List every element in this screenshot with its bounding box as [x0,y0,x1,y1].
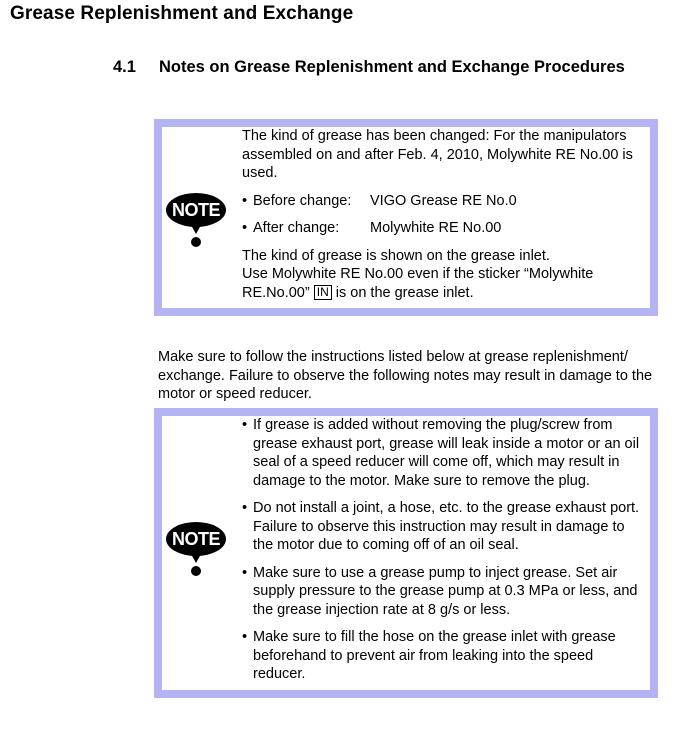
instructions-intro: Make sure to follow the instructions listed below at grease replenishment/ exchange. Failure to observe the following notes may result in damage to the motor or speed reducer. [158,349,653,402]
before-change-value: VIGO Grease RE No.0 [370,192,517,209]
before-change-row [242,192,640,211]
bullet: • [242,629,248,645]
bullet: • [242,220,248,236]
sticker-line-start: Use Molywhite RE No.00 even if the sticker “Molywhite RE.No.00” [242,266,594,301]
list-item [242,416,640,490]
note-icon-bubble [166,522,226,556]
note-icon-bubble [166,193,226,227]
note-icon-label: NOTE [171,199,220,220]
after-change-value: Molywhite RE No.00 [370,220,502,236]
chapter-title: Grease Replenishment and Exchange [10,3,354,24]
note-box-instructions [154,408,658,698]
inlet-marker-box: IN [314,285,332,300]
bullet: • [242,192,248,209]
bullet: • [242,500,248,516]
after-change-label: After change: [253,220,340,236]
note-icon-stem [191,225,201,234]
note-icon-stem [191,554,201,563]
list-item-text: Make sure to use a grease pump to inject grease. Set air supply pressure to the grease pump at 0.3 MPa or less, and the grease injection rate at 8 g/s or less. [253,564,638,618]
note-text [242,127,640,302]
list-item [242,499,640,555]
after-change-row [242,219,640,238]
note-icon [166,193,226,247]
note-icon-dot [191,566,201,576]
bullet: • [242,417,248,433]
note-box-grease-change [154,119,658,316]
list-item-text: If grease is added without removing the plug/screw from grease exhaust port, grease will leak inside a motor or an oil seal of a speed reducer will come off, which may result in damage to the motor. Make sure to remove the plug. [253,417,640,489]
sticker-line-end: is on the grease inlet. [335,284,474,301]
section-title: Notes on Grease Replenishment and Exchange Procedures [159,58,625,76]
sticker-line [242,265,640,302]
note-icon-label: NOTE [171,528,220,549]
list-item [242,564,640,620]
before-change-label: Before change: [253,192,352,209]
list-item-text: Do not install a joint, a hose, etc. to the grease exhaust port. Failure to observe this instruction may result in damage to the motor due to coming off of an oil seal. [253,500,640,553]
list-item-text: Make sure to fill the hose on the grease inlet with grease beforehand to prevent air from leaking into the speed reducer. [253,629,616,682]
note-icon [166,522,226,576]
note-box-inner [162,127,650,308]
grease-kind-line: The kind of grease is shown on the grease inlet. [242,247,550,264]
bullet: • [242,564,248,581]
note-intro: The kind of grease has been changed: For the manipulators assembled on and after Feb. 4, 2010, Molywhite RE No.00 is used. [242,128,633,181]
section-number: 4.1 [113,58,136,76]
note-icon-dot [191,237,201,247]
note-text [242,416,640,684]
note-box-inner [162,416,650,690]
list-item [242,628,640,684]
